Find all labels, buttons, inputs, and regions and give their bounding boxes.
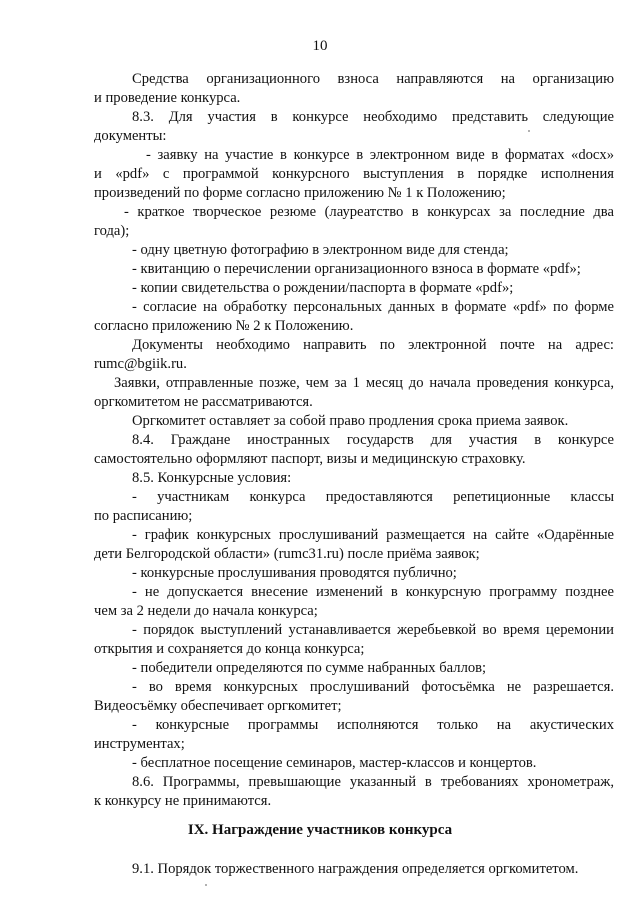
list-item-line: - квитанцию о перечислении организационного взноса в формате «pdf»; (132, 261, 581, 277)
list-item-line: - порядок выступлений устанавливается жеребьевкой во время церемонии (132, 622, 614, 638)
list-item-line: - краткое творческое резюме (лауреатство в конкурсах за последние два (124, 204, 614, 220)
list-item-line: инструментах; (94, 736, 185, 752)
list-item-line: Видеосъёмку обеспечивает оргкомитет; (94, 698, 342, 714)
list-item-line: - участникам конкурса предоставляются репетиционные классы (132, 489, 614, 505)
list-item-line: - не допускается внесение изменений в конкурсную программу позднее (132, 584, 614, 600)
paragraph-line: 8.3. Для участия в конкурсе необходимо представить следующие (132, 109, 614, 125)
paragraph-line: к конкурсу не принимаются. (94, 793, 272, 809)
list-item-line: - конкурсные программы исполняются только на акустических (132, 717, 614, 733)
list-item-line: - во время конкурсных прослушиваний фотосъёмка не разрешается. (132, 679, 614, 695)
paragraph-line: и проведение конкурса. (94, 90, 241, 106)
paragraph-line: Средства организационного взноса направляются на организацию (132, 71, 614, 87)
list-item-line: - конкурсные прослушивания проводятся публично; (132, 565, 457, 581)
paragraph-line: оргкомитетом не рассматриваются. (94, 394, 313, 410)
scan-speck (528, 130, 530, 132)
paragraph-line: Оргкомитет оставляет за собой право продления срока приема заявок. (132, 413, 569, 429)
list-item-line: года); (94, 223, 130, 239)
paragraph-line: Заявки, отправленные позже, чем за 1 месяц до начала проведения конкурса, (114, 375, 614, 391)
paragraph-line: самостоятельно оформляют паспорт, визы и медицинскую страховку. (94, 451, 526, 467)
list-item-line: - согласие на обработку персональных данных в формате «pdf» по форме (132, 299, 614, 315)
list-item-line: открытия и сохраняется до конца конкурса; (94, 641, 365, 657)
list-item-line: чем за 2 недели до начала конкурса; (94, 603, 318, 619)
list-item-line: согласно приложению № 2 к Положению. (94, 318, 354, 334)
list-item-line: - бесплатное посещение семинаров, мастер-классов и концертов. (132, 755, 537, 771)
list-item-line: произведений по форме согласно приложению № 1 к Положению; (94, 185, 506, 201)
list-item-line: - одну цветную фотографию в электронном виде для стенда; (132, 242, 509, 258)
list-item-line: - победители определяются по сумме набранных баллов; (132, 660, 487, 676)
list-item-line: дети Белгородской области» (rumc31.ru) после приёма заявок; (94, 546, 480, 562)
paragraph-line: 8.6. Программы, превышающие указанный в требованиях хронометраж, (132, 774, 614, 790)
paragraph-line: 8.4. Граждане иностранных государств для участия в конкурсе (132, 432, 614, 448)
list-item-line: по расписанию; (94, 508, 193, 524)
paragraph-line: Документы необходимо направить по электронной почте на адрес: (132, 337, 614, 353)
paragraph-line: документы: (94, 128, 167, 144)
page-number: 10 (312, 38, 328, 54)
email-address: rumc@bgiik.ru. (94, 356, 187, 372)
list-item-line: - заявку на участие в конкурсе в электронном виде в форматах «docx» (146, 147, 614, 163)
closing-paragraph: 9.1. Порядок торжественного награждения определяется оргкомитетом. (132, 861, 579, 877)
list-item-line: - график конкурсных прослушиваний размещается на сайте «Одарённые (132, 527, 614, 543)
scan-speck (205, 884, 207, 886)
section-heading: IX. Награждение участников конкурса (187, 822, 453, 838)
paragraph-line: 8.5. Конкурсные условия: (132, 470, 292, 486)
list-item-line: и «pdf» с программой конкурсного выступления в порядке исполнения (94, 166, 614, 182)
list-item-line: - копии свидетельства о рождении/паспорта в формате «pdf»; (132, 280, 514, 296)
